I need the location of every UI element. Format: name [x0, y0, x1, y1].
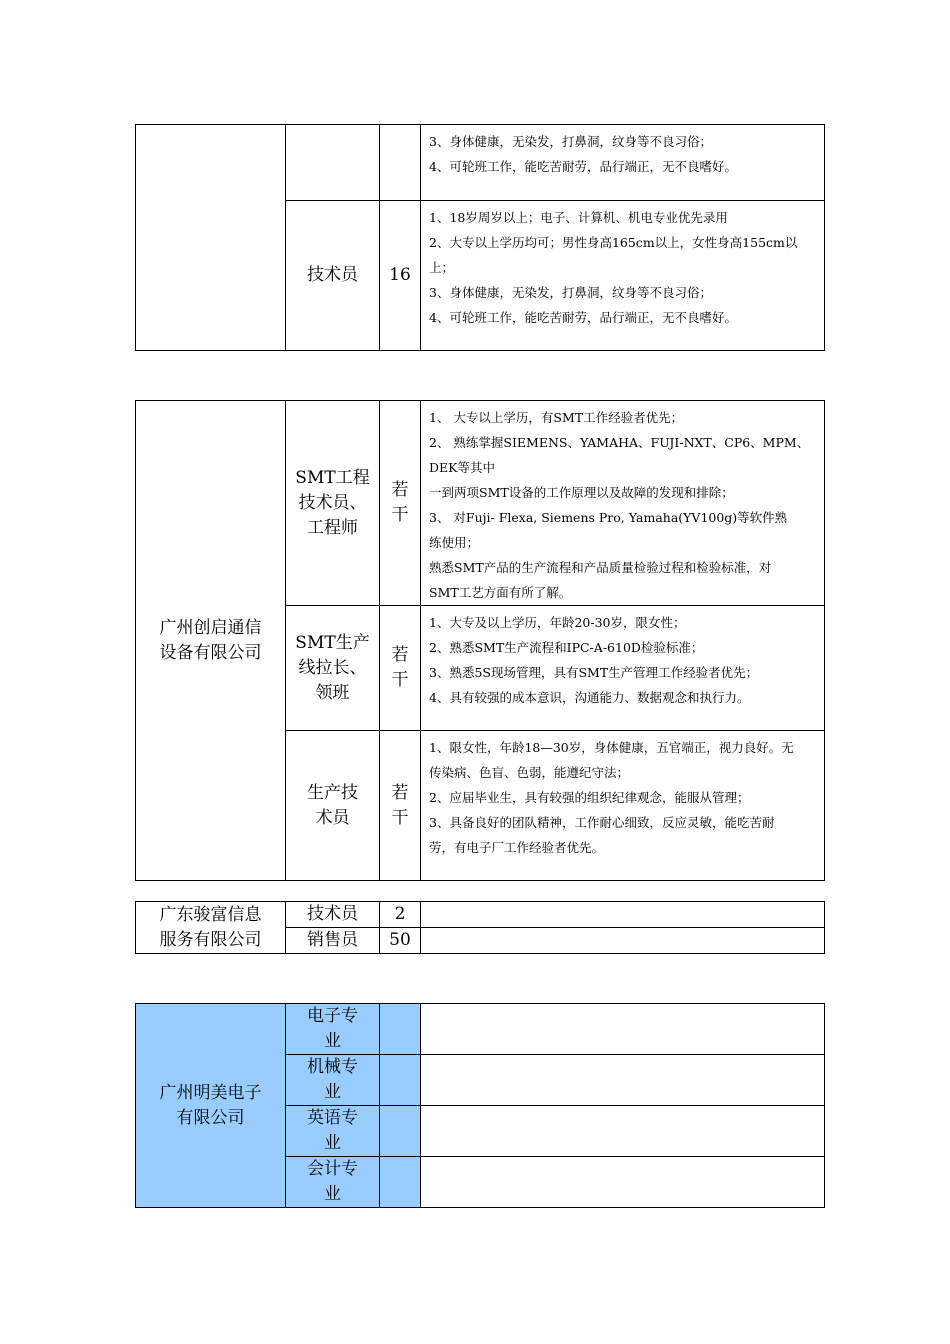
- requirement-line: 一到两项SMT设备的工作原理以及故障的发现和排除；: [429, 485, 734, 500]
- position-cell: 技术员: [286, 201, 380, 351]
- position-cell: [286, 125, 380, 201]
- recruit-table-3: [135, 901, 825, 954]
- position-cell: [286, 731, 380, 881]
- count-cell: [380, 125, 421, 201]
- requirements-cell: [421, 1004, 825, 1055]
- position-line: 工程师: [307, 517, 358, 538]
- requirements-cell: [421, 928, 825, 954]
- company-cell: [136, 401, 286, 881]
- requirement-line: 练使用；: [429, 535, 480, 550]
- requirement-line: 1、 大专以上学历，有SMT工作经验者优先；: [429, 410, 684, 425]
- requirements-cell: [421, 606, 825, 731]
- table-row: [136, 125, 825, 201]
- requirement-line: 2、应届毕业生，具有较强的组织纪律观念，能服从管理；: [429, 790, 750, 805]
- position-line: 业: [324, 1082, 341, 1102]
- count-line: 若: [391, 645, 409, 665]
- recruit-table-4: [135, 1003, 825, 1208]
- position-line: 生产技: [307, 782, 358, 803]
- company-name-line: 有限公司: [176, 1107, 245, 1128]
- count-cell: 50: [380, 928, 421, 954]
- position-line: SMT生产: [295, 632, 370, 653]
- requirements-cell: [421, 1157, 825, 1208]
- company-name-line: 设备有限公司: [159, 642, 262, 663]
- position-line: 线拉长、: [298, 657, 367, 678]
- requirement-line: 传染病、色盲、色弱，能遵纪守法；: [429, 765, 630, 780]
- position-line: 技术员、: [298, 492, 367, 513]
- count-line: 干: [391, 670, 409, 690]
- requirement-line: 3、身体健康，无染发，打鼻洞，纹身等不良习俗；: [429, 134, 712, 149]
- position-line: 机械专: [307, 1057, 358, 1077]
- position-cell: [286, 1004, 380, 1055]
- position-line: SMT工程: [295, 467, 370, 488]
- requirement-line: 2、大专以上学历均可；男性身高165cm以上，女性身高155cm以: [429, 235, 798, 250]
- count-cell: [380, 1055, 421, 1106]
- position-line: 业: [324, 1133, 341, 1153]
- company-cell: [136, 125, 286, 351]
- requirement-line: 2、 熟练掌握SIEMENS、YAMAHA、FUJI-NXT、CP6、MPM、DEK等其中: [429, 435, 810, 475]
- requirements-cell: [421, 1055, 825, 1106]
- requirements-cell: [421, 401, 825, 606]
- requirements-cell: [421, 201, 825, 351]
- table-row: [136, 902, 825, 928]
- requirement-line: 4、具有较强的成本意识，沟通能力、数据观念和执行力。: [429, 690, 750, 705]
- requirement-line: 上；: [429, 260, 455, 275]
- requirement-line: 3、身体健康，无染发，打鼻洞，纹身等不良习俗；: [429, 285, 712, 300]
- requirements-cell: [421, 731, 825, 881]
- position-line: 术员: [315, 807, 350, 828]
- count-cell: [380, 731, 421, 881]
- requirement-line: 3、具备良好的团队精神，工作耐心细致，反应灵敏，能吃苦耐: [429, 815, 775, 830]
- requirement-line: 3、 对Fuji- Flexa, Siemens Pro, Yamaha(YV100g)等软件熟: [429, 510, 788, 525]
- company-name-line: 广州明美电子: [159, 1082, 262, 1103]
- position-line: 业: [324, 1031, 341, 1051]
- requirement-line: 劳，有电子厂工作经验者优先。: [429, 840, 605, 855]
- position-cell: 技术员: [286, 902, 380, 928]
- position-cell: [286, 401, 380, 606]
- count-line: 干: [391, 807, 409, 828]
- table-row: [136, 1004, 825, 1055]
- position-line: 领班: [315, 682, 350, 703]
- table-row: [136, 401, 825, 606]
- position-cell: [286, 606, 380, 731]
- count-cell: [380, 1106, 421, 1157]
- count-line: 干: [391, 505, 409, 525]
- requirement-line: 熟悉SMT产品的生产流程和产品质量检验过程和检验标准，对: [429, 560, 772, 575]
- requirements-cell: [421, 125, 825, 201]
- company-name-line: 广东骏富信息: [159, 904, 262, 925]
- requirement-line: 4、可轮班工作，能吃苦耐劳，品行端正，无不良嗜好。: [429, 310, 737, 325]
- company-name-line: 服务有限公司: [159, 929, 262, 950]
- requirement-line: 2、熟悉SMT生产流程和IPC-A-610D检验标准；: [429, 640, 704, 655]
- count-cell: [380, 1004, 421, 1055]
- position-cell: [286, 1157, 380, 1208]
- count-line: 若: [391, 480, 409, 500]
- requirements-cell: [421, 1106, 825, 1157]
- count-cell: [380, 401, 421, 606]
- position-cell: [286, 1106, 380, 1157]
- company-cell: [136, 902, 286, 954]
- requirements-cell: [421, 902, 825, 928]
- company-name-line: 广州创启通信: [159, 617, 262, 638]
- position-line: 会计专: [307, 1159, 358, 1179]
- position-cell: 销售员: [286, 928, 380, 954]
- position-cell: [286, 1055, 380, 1106]
- requirement-line: 3、熟悉5S现场管理，具有SMT生产管理工作经验者优先；: [429, 665, 759, 680]
- position-line: 业: [324, 1184, 341, 1204]
- position-line: 英语专: [307, 1108, 358, 1128]
- requirement-line: SMT工艺方面有所了解。: [429, 585, 572, 600]
- count-cell: 2: [380, 902, 421, 928]
- recruit-table-1: [135, 124, 825, 351]
- recruit-table-2: [135, 400, 825, 881]
- requirement-line: 1、大专及以上学历，年龄20-30岁，限女性；: [429, 615, 686, 630]
- requirement-line: 4、可轮班工作，能吃苦耐劳，品行端正，无不良嗜好。: [429, 159, 737, 174]
- count-line: 若: [391, 782, 409, 803]
- count-cell: [380, 1157, 421, 1208]
- position-line: 电子专: [307, 1006, 358, 1026]
- company-cell: [136, 1004, 286, 1208]
- requirement-line: 1、18岁周岁以上；电子、计算机、机电专业优先录用: [429, 210, 728, 225]
- count-cell: [380, 606, 421, 731]
- requirement-line: 1、限女性，年龄18—30岁，身体健康，五官端正，视力良好。无: [429, 740, 794, 755]
- count-cell: 16: [380, 201, 421, 351]
